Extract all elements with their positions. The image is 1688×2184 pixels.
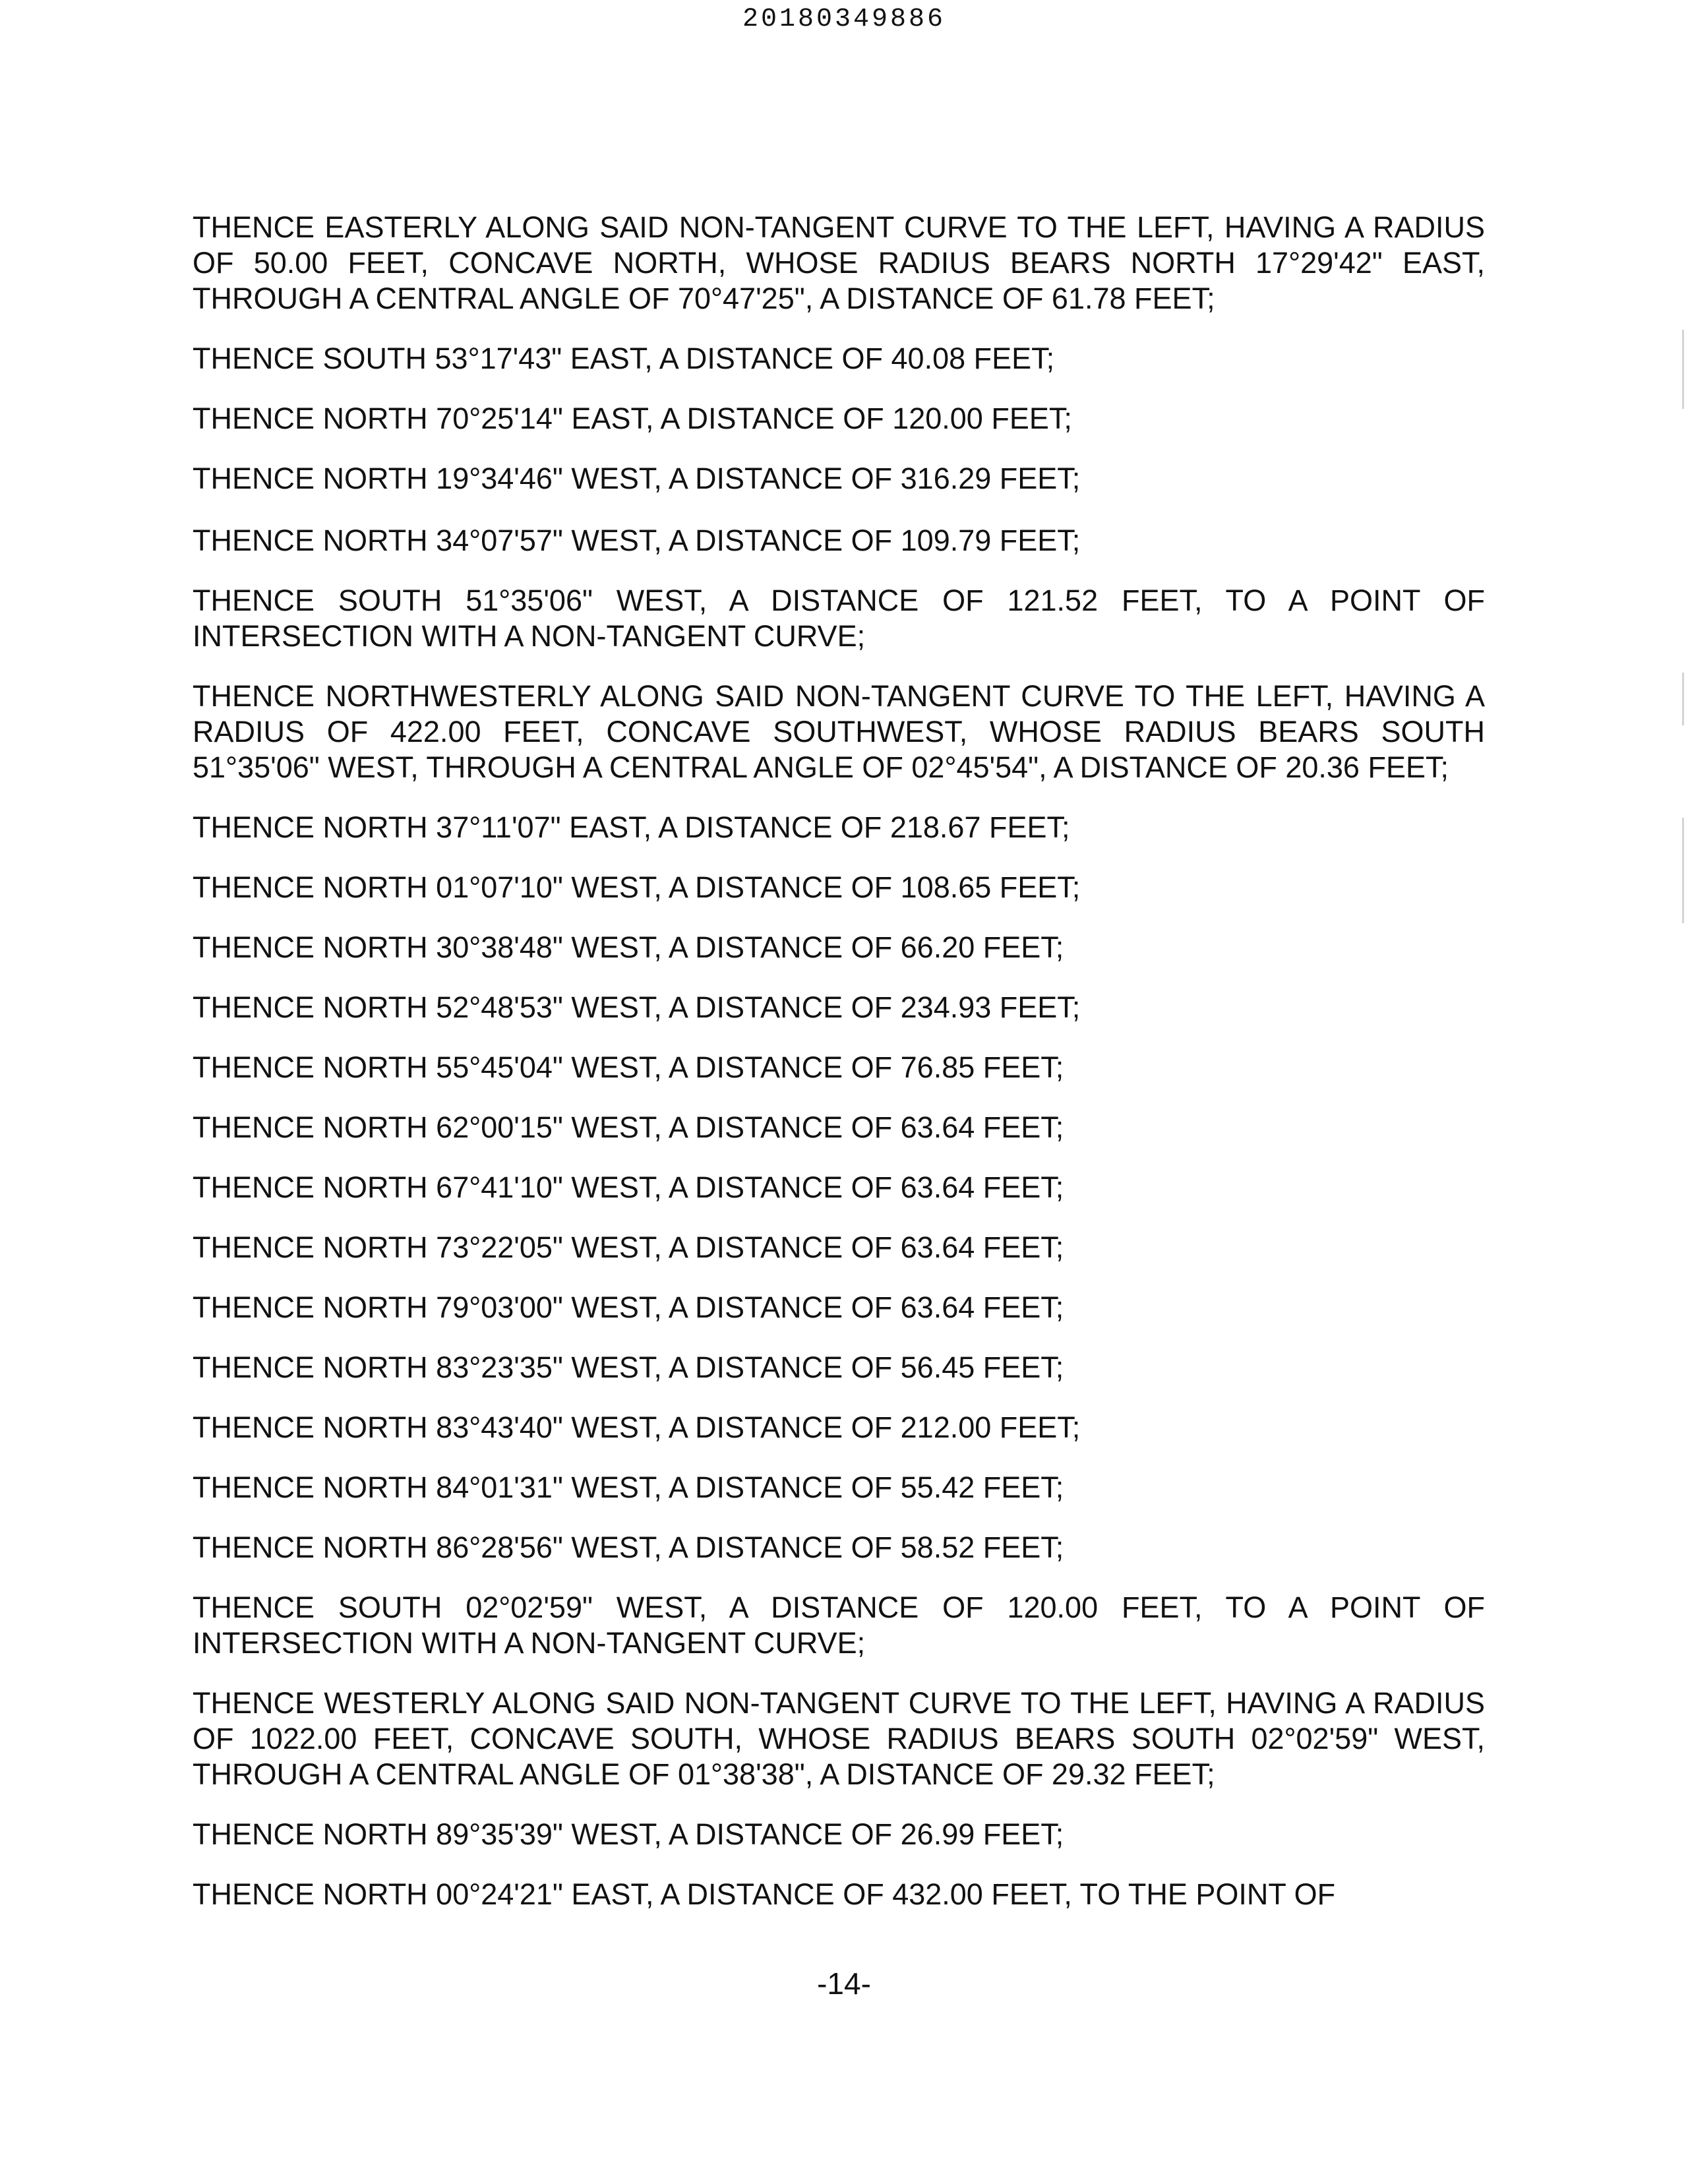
course-paragraph: THENCE NORTH 55°45'04" WEST, A DISTANCE OF 76.85 FEET; — [193, 1050, 1064, 1084]
course-paragraph: THENCE NORTH 52°48'53" WEST, A DISTANCE OF 234.93 FEET; — [193, 990, 1081, 1024]
scan-edge-mark — [1682, 673, 1684, 725]
legal-description-body — [193, 210, 1485, 1937]
course-paragraph: THENCE NORTH 67°41'10" WEST, A DISTANCE OF 63.64 FEET; — [193, 1170, 1064, 1204]
course-paragraph: THENCE SOUTH 51°35'06" WEST, A DISTANCE OF 121.52 FEET, TO A POINT OF INTERSECTION WITH A NON-TANGENT CURVE; — [193, 584, 1485, 653]
course-paragraph: THENCE NORTH 84°01'31" WEST, A DISTANCE OF 55.42 FEET; — [193, 1471, 1064, 1504]
course-paragraph: THENCE NORTH 86°28'56" WEST, A DISTANCE OF 58.52 FEET; — [193, 1531, 1064, 1564]
course-paragraph: THENCE NORTH 01°07'10" WEST, A DISTANCE OF 108.65 FEET; — [193, 870, 1081, 904]
course-paragraph: THENCE NORTH 19°34'46" WEST, A DISTANCE OF 316.29 FEET; — [193, 462, 1081, 495]
course-paragraph: THENCE EASTERLY ALONG SAID NON-TANGENT CURVE TO THE LEFT, HAVING A RADIUS OF 50.00 FEET, CONCAVE NORTH, WHOSE RADIUS BEARS NORTH 17°29'42" EAST, THROUGH A CENTRAL ANGLE OF 70°47'25", A DISTANCE OF 61.78 FEET; — [193, 210, 1485, 315]
course-paragraph: THENCE NORTH 62°00'15" WEST, A DISTANCE OF 63.64 FEET; — [193, 1110, 1064, 1144]
scan-edge-mark — [1682, 818, 1684, 923]
course-paragraph: THENCE NORTH 30°38'48" WEST, A DISTANCE OF 66.20 FEET; — [193, 930, 1064, 964]
course-paragraph: THENCE SOUTH 53°17'43" EAST, A DISTANCE OF 40.08 FEET; — [193, 342, 1055, 375]
course-paragraph: THENCE NORTH 34°07'57" WEST, A DISTANCE OF 109.79 FEET; — [193, 524, 1081, 557]
document-number: 20180349886 — [742, 5, 946, 34]
course-paragraph: THENCE NORTH 83°23'35" WEST, A DISTANCE OF 56.45 FEET; — [193, 1350, 1064, 1384]
course-paragraph: THENCE NORTH 83°43'40" WEST, A DISTANCE OF 212.00 FEET; — [193, 1410, 1081, 1444]
scan-edge-mark — [1682, 330, 1684, 409]
course-paragraph: THENCE NORTHWESTERLY ALONG SAID NON-TANGENT CURVE TO THE LEFT, HAVING A RADIUS OF 422.00 FEET, CONCAVE SOUTHWEST, WHOSE RADIUS BEARS SOUTH 51°35'06" WEST, THROUGH A CENTRAL ANGLE OF 02°45'54", A DISTANCE OF 20.36 FEET; — [193, 679, 1485, 784]
course-paragraph: THENCE WESTERLY ALONG SAID NON-TANGENT CURVE TO THE LEFT, HAVING A RADIUS OF 1022.00 FEET, CONCAVE SOUTH, WHOSE RADIUS BEARS SOUTH 02°02'59" WEST, THROUGH A CENTRAL ANGLE OF 01°38'38", A DISTANCE OF 29.32 FEET; — [193, 1686, 1485, 1791]
page-number: -14- — [817, 1966, 871, 2001]
course-paragraph: THENCE NORTH 37°11'07" EAST, A DISTANCE OF 218.67 FEET; — [193, 810, 1070, 844]
course-paragraph: THENCE NORTH 89°35'39" WEST, A DISTANCE OF 26.99 FEET; — [193, 1817, 1064, 1851]
course-paragraph: THENCE NORTH 70°25'14" EAST, A DISTANCE OF 120.00 FEET; — [193, 402, 1072, 435]
course-paragraph: THENCE NORTH 79°03'00" WEST, A DISTANCE OF 63.64 FEET; — [193, 1290, 1064, 1324]
course-paragraph: THENCE SOUTH 02°02'59" WEST, A DISTANCE OF 120.00 FEET, TO A POINT OF INTERSECTION WITH A NON-TANGENT CURVE; — [193, 1591, 1485, 1660]
course-paragraph: THENCE NORTH 73°22'05" WEST, A DISTANCE OF 63.64 FEET; — [193, 1230, 1064, 1264]
course-paragraph: THENCE NORTH 00°24'21" EAST, A DISTANCE OF 432.00 FEET, TO THE POINT OF — [193, 1877, 1336, 1911]
